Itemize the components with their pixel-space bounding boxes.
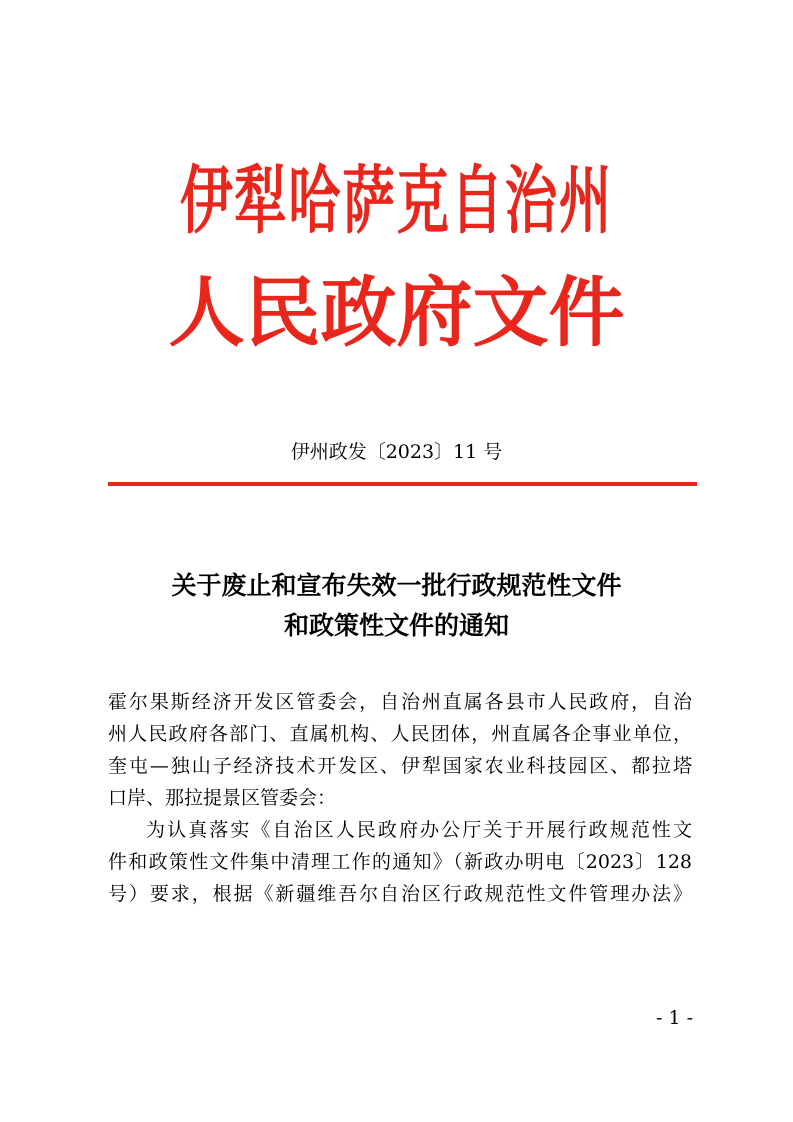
addressee-line: 奎屯—独山子经济技术开发区、伊犁国家农业科技园区、都拉塔 (108, 755, 692, 777)
paragraph-line: 为认真落实《自治区人民政府办公厅关于开展行政规范性文 (146, 819, 692, 841)
title-line-1: 关于废止和宣布失效一批行政规范性文件 (171, 571, 622, 600)
paragraph-line: 号）要求，根据《新疆维吾尔自治区行政规范性文件管理办法》 (108, 883, 692, 905)
addressee-line: 口岸、那拉提景区管委会： (108, 787, 337, 809)
masthead-document-type: 人民政府文件 (168, 268, 625, 357)
document-body (108, 686, 692, 910)
masthead-issuer: 伊犁哈萨克自治州 (180, 158, 613, 245)
document-number: 伊州政发〔2023〕11 号 (290, 441, 503, 463)
addressee-line: 州人民政府各部门、直属机构、人民团体，州直属各企事业单位， (108, 723, 692, 745)
page-number: - 1 - (655, 1007, 693, 1029)
addressee-line: 霍尔果斯经济开发区管委会，自治州直属各县市人民政府，自治 (108, 691, 692, 713)
document-title (0, 566, 793, 646)
red-divider-line (108, 482, 697, 486)
paragraph-line: 件和政策性文件集中清理工作的通知》（新政办明电〔2023〕128 (108, 851, 692, 873)
title-line-2: 和政策性文件的通知 (283, 611, 509, 640)
